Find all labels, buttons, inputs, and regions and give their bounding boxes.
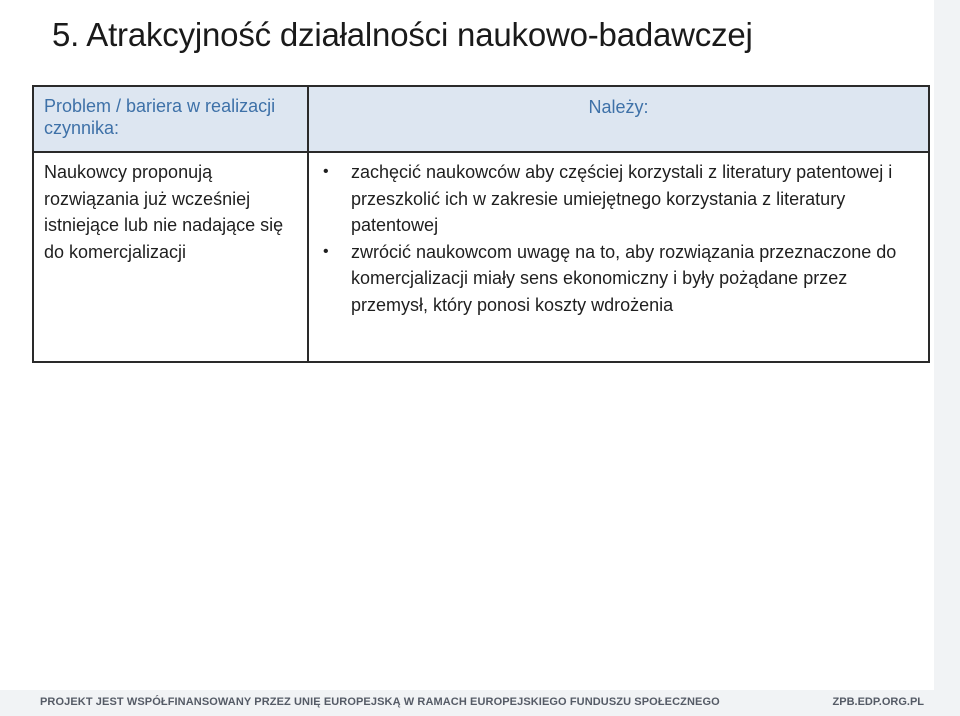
- footer: [0, 690, 960, 716]
- footer-website: ZPB.EDP.ORG.PL: [832, 696, 924, 708]
- action-item-text: zachęcić naukowców aby częściej korzystali z literatury patentowej i przeszkolić ich w zakresie umiejętnego korzystania z literatury patentowej: [351, 162, 893, 235]
- action-item-2: [319, 239, 918, 319]
- header-action: [309, 87, 928, 153]
- action-list: [319, 159, 918, 318]
- action-cell: [309, 153, 928, 361]
- decorative-side-bar: [934, 0, 960, 690]
- bullet-icon: •: [323, 163, 329, 180]
- header-problem: Problem / bariera w realizacji czynnika:: [34, 87, 309, 153]
- action-item-text: zwrócić naukowcom uwagę na to, aby rozwiązania przeznaczone do komercjalizacji miały sens ekonomiczny i były pożądane przez przemysł, który ponosi koszty wdrożenia: [351, 241, 897, 315]
- footer-funding-note: PROJEKT JEST WSPÓŁFINANSOWANY PRZEZ UNIĘ EUROPEJSKĄ W RAMACH EUROPEJSKIEGO FUNDUSZU SPOŁECZNEGO: [40, 696, 720, 708]
- problem-solution-table: [32, 85, 930, 363]
- header-action-label: Należy:: [588, 97, 649, 117]
- bullet-icon: •: [323, 242, 329, 260]
- problem-cell: Naukowcy proponują rozwiązania już wcześniej istniejące lub nie nadające się do komercjalizacji: [34, 153, 309, 361]
- action-item-1: [319, 159, 918, 239]
- slide-title: 5. Atrakcyjność działalności naukowo-badawczej: [52, 16, 753, 53]
